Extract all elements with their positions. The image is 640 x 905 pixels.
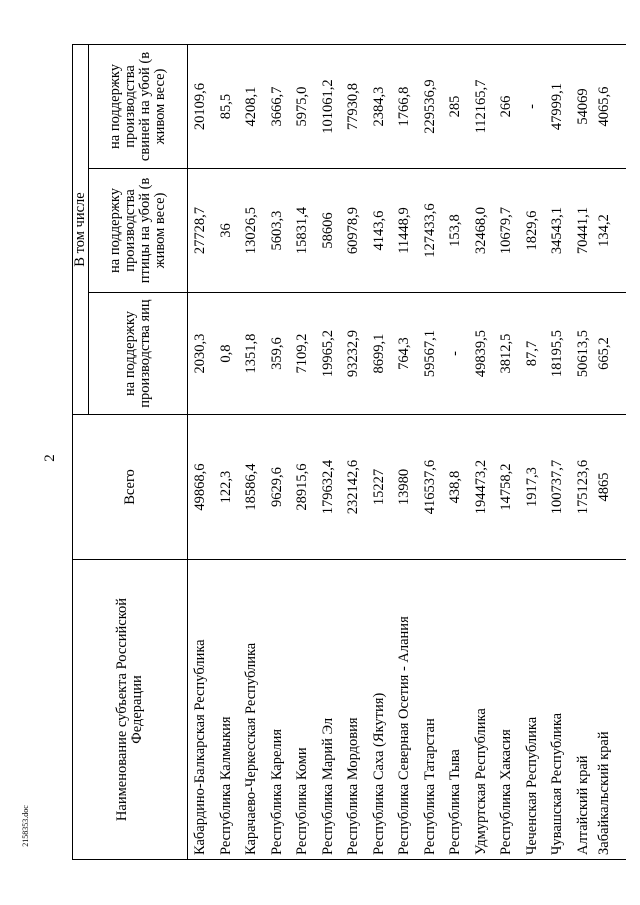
cell-pigs: 2384,3 — [367, 44, 393, 168]
cell-pigs: 112165,7 — [469, 44, 495, 168]
cell-eggs: 19965,2 — [316, 293, 342, 415]
cell-name: Кабардино-Балкарская Республика — [188, 560, 214, 860]
cell-poultry: 5603,3 — [265, 169, 291, 293]
table-row — [596, 44, 626, 859]
cell-total: 15227 — [367, 415, 393, 560]
cell-eggs: - — [443, 293, 469, 415]
cell-poultry: 58606 — [316, 169, 342, 293]
subsidy-table — [72, 44, 626, 860]
cell-total: 9629,6 — [265, 415, 291, 560]
cell-name: Забайкальский край — [596, 560, 626, 860]
cell-name: Республика Татарстан — [418, 560, 444, 860]
cell-pigs: 4208,1 — [239, 44, 265, 168]
cell-eggs: 93232,9 — [341, 293, 367, 415]
table-body — [188, 44, 627, 859]
cell-total: 122,3 — [214, 415, 240, 560]
cell-eggs: 50613,5 — [571, 293, 597, 415]
header-name: Наименование субъекта Российской Федерации — [73, 560, 188, 860]
cell-name: Чеченская Республика — [520, 560, 546, 860]
header-pigs: на поддержку производства свиней на убой (в живом весе) — [89, 44, 188, 168]
table-row — [571, 44, 597, 859]
cell-poultry: 4143,6 — [367, 169, 393, 293]
table-row — [290, 44, 316, 859]
cell-pigs: 266 — [494, 44, 520, 168]
cell-total: 416537,6 — [418, 415, 444, 560]
cell-pigs: 5975,0 — [290, 44, 316, 168]
cell-poultry: 11448,9 — [392, 169, 418, 293]
cell-eggs: 2030,3 — [188, 293, 214, 415]
cell-name: Республика Карелия — [265, 560, 291, 860]
cell-name: Республика Марий Эл — [316, 560, 342, 860]
cell-pigs: - — [520, 44, 546, 168]
cell-total: 1917,3 — [520, 415, 546, 560]
cell-name: Республика Мордовия — [341, 560, 367, 860]
cell-eggs: 764,3 — [392, 293, 418, 415]
table-row — [188, 44, 214, 859]
cell-pigs: 47999,1 — [545, 44, 571, 168]
cell-eggs: 665,2 — [596, 293, 626, 415]
table-row — [545, 44, 571, 859]
cell-pigs: 4065,6 — [596, 44, 626, 168]
cell-eggs: 1351,8 — [239, 293, 265, 415]
cell-eggs: 7109,2 — [290, 293, 316, 415]
cell-name: Республика Тыва — [443, 560, 469, 860]
cell-poultry: 1829,6 — [520, 169, 546, 293]
cell-poultry: 27728,7 — [188, 169, 214, 293]
cell-poultry: 60978,9 — [341, 169, 367, 293]
cell-poultry: 15831,4 — [290, 169, 316, 293]
cell-poultry: 34543,1 — [545, 169, 571, 293]
rotated-table-container — [72, 45, 612, 860]
cell-name: Республика Саха (Якутия) — [367, 560, 393, 860]
cell-name: Карачаево-Черкесская Республика — [239, 560, 265, 860]
cell-name: Республика Хакасия — [494, 560, 520, 860]
table-row — [418, 44, 444, 859]
cell-total: 232142,6 — [341, 415, 367, 560]
page-number: 2 — [42, 454, 58, 462]
cell-total: 179632,4 — [316, 415, 342, 560]
header-poultry: на поддержку производства птицы на убой (в живом весе) — [89, 169, 188, 293]
table-row — [443, 44, 469, 859]
cell-name: Республика Калмыкия — [214, 560, 240, 860]
cell-total: 49868,6 — [188, 415, 214, 560]
cell-poultry: 32468,0 — [469, 169, 495, 293]
cell-eggs: 49839,5 — [469, 293, 495, 415]
cell-total: 18586,4 — [239, 415, 265, 560]
cell-pigs: 54069 — [571, 44, 597, 168]
cell-name: Республика Коми — [290, 560, 316, 860]
cell-poultry: 153,8 — [443, 169, 469, 293]
footer-filename: 2158353.doc — [21, 805, 30, 847]
table-row — [367, 44, 393, 859]
cell-pigs: 1766,8 — [392, 44, 418, 168]
cell-pigs: 85,5 — [214, 44, 240, 168]
cell-pigs: 101061,2 — [316, 44, 342, 168]
cell-total: 194473,2 — [469, 415, 495, 560]
cell-name: Чувашская Республика — [545, 560, 571, 860]
cell-total: 438,8 — [443, 415, 469, 560]
cell-total: 28915,6 — [290, 415, 316, 560]
cell-poultry: 127433,6 — [418, 169, 444, 293]
header-group: В том числе — [73, 44, 89, 414]
cell-pigs: 3666,7 — [265, 44, 291, 168]
cell-total: 175123,6 — [571, 415, 597, 560]
cell-poultry: 36 — [214, 169, 240, 293]
table-row — [469, 44, 495, 859]
table-row — [239, 44, 265, 859]
cell-eggs: 8699,1 — [367, 293, 393, 415]
cell-pigs: 20109,6 — [188, 44, 214, 168]
cell-poultry: 10679,7 — [494, 169, 520, 293]
table-row — [214, 44, 240, 859]
table-row — [316, 44, 342, 859]
cell-name: Удмуртская Республика — [469, 560, 495, 860]
table-row — [265, 44, 291, 859]
cell-total: 14758,2 — [494, 415, 520, 560]
table-row — [392, 44, 418, 859]
cell-eggs: 3812,5 — [494, 293, 520, 415]
table-header — [73, 44, 188, 859]
cell-total: 4865 — [596, 415, 626, 560]
cell-poultry: 134,2 — [596, 169, 626, 293]
cell-name: Республика Северная Осетия - Алания — [392, 560, 418, 860]
cell-eggs: 18195,5 — [545, 293, 571, 415]
cell-eggs: 59567,1 — [418, 293, 444, 415]
cell-poultry: 70441,1 — [571, 169, 597, 293]
cell-eggs: 359,6 — [265, 293, 291, 415]
table-row — [341, 44, 367, 859]
cell-pigs: 77930,8 — [341, 44, 367, 168]
cell-poultry: 13026,5 — [239, 169, 265, 293]
table-row — [520, 44, 546, 859]
table-row — [494, 44, 520, 859]
cell-eggs: 87,7 — [520, 293, 546, 415]
cell-eggs: 0,8 — [214, 293, 240, 415]
cell-pigs: 285 — [443, 44, 469, 168]
cell-name: Алтайский край — [571, 560, 597, 860]
header-total: Всего — [73, 415, 188, 560]
cell-pigs: 229536,9 — [418, 44, 444, 168]
cell-total: 100737,7 — [545, 415, 571, 560]
header-eggs: на поддержку производства яиц — [89, 293, 188, 415]
cell-total: 13980 — [392, 415, 418, 560]
